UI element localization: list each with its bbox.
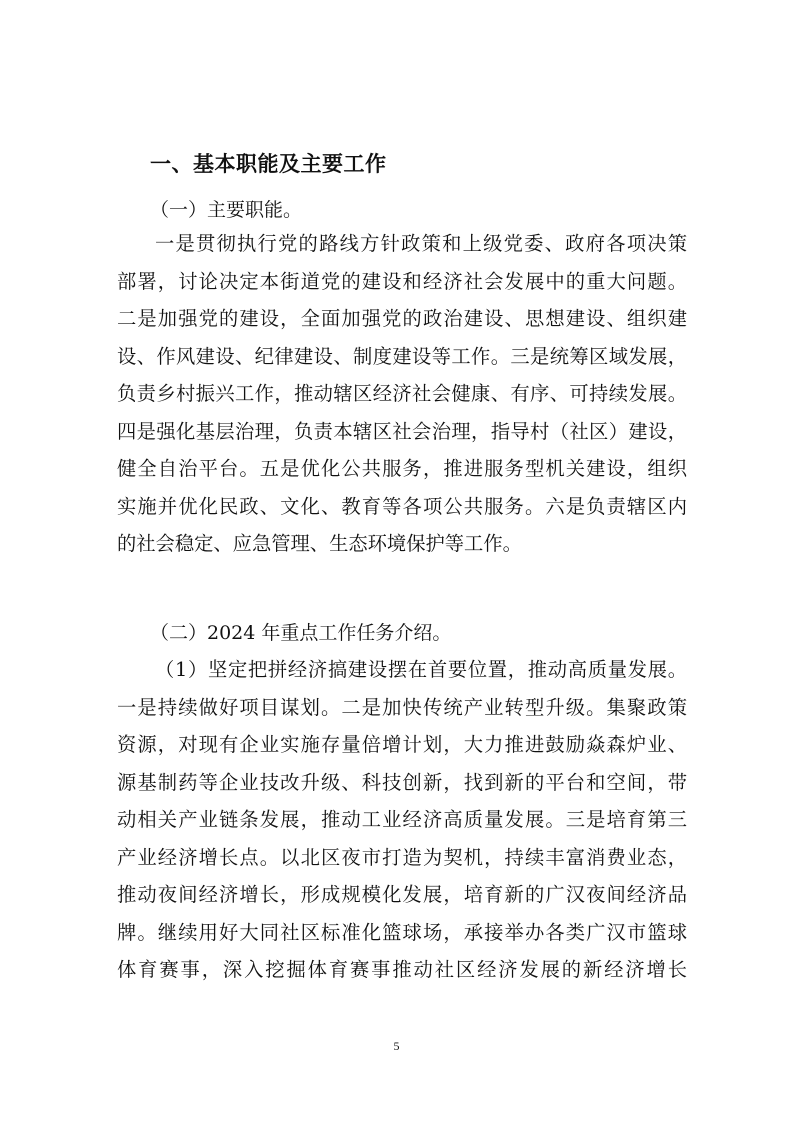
paragraph-main-functions [117,225,687,563]
text-line: 四是强化基层治理，负责本辖区社会治理，指导村（社区）建设， [117,419,687,443]
text-line: 推动夜间经济增长，形成规模化发展，培育新的广汉夜间经济品 [117,883,687,906]
sub-heading-2024-tasks: （二）2024 年重点工作任务介绍。 [150,622,452,644]
text-line: 牌。继续用好大同社区标准化篮球场，承接举办各类广汉市篮球 [117,920,687,944]
text-line: 一是持续做好项目谋划。二是加快传统产业转型升级。集聚政策 [117,695,687,719]
text-line: 资源，对现有企业实施存量倍增计划，大力推进鼓励焱森炉业、 [117,733,687,756]
sub-heading-main-functions: （一）主要职能。 [150,199,303,221]
text-line: 健全自治平台。五是优化公共服务，推进服务型机关建设，组织 [117,457,687,480]
text-line: 负责乡村振兴工作，推动辖区经济社会健康、有序、可持续发展。 [117,382,687,405]
section-heading: 一、基本职能及主要工作 [150,152,387,176]
text-line: 设、作风建设、纪律建设、制度建设等工作。三是统筹区域发展， [117,344,687,368]
text-line: 体育赛事，深入挖掘体育赛事推动社区经济发展的新经济增长 [117,958,687,981]
text-line: 产业经济增长点。以北区夜市打造为契机，持续丰富消费业态， [117,845,687,869]
text-line: 实施并优化民政、文化、教育等各项公共服务。六是负责辖区内 [117,494,687,518]
text-line: 一是贯彻执行党的路线方针政策和上级党委、政府各项决策 [155,232,687,255]
text-line: 动相关产业链条发展，推动工业经济高质量发展。三是培育第三 [117,808,687,831]
text-line: 二是加强党的建设，全面加强党的政治建设、思想建设、组织建 [117,307,687,330]
paragraph-2024-tasks [117,651,687,989]
text-line: （1）坚定把拼经济搞建设摆在首要位置，推动高质量发展。 [155,658,687,681]
text-line: 的社会稳定、应急管理、生态环境保护等工作。 [117,532,522,555]
text-line: 部署，讨论决定本街道党的建设和经济社会发展中的重大问题。 [117,269,687,293]
text-line: 源基制药等企业技改升级、科技创新，找到新的平台和空间，带 [117,770,687,794]
page-number: 5 [393,1039,400,1053]
